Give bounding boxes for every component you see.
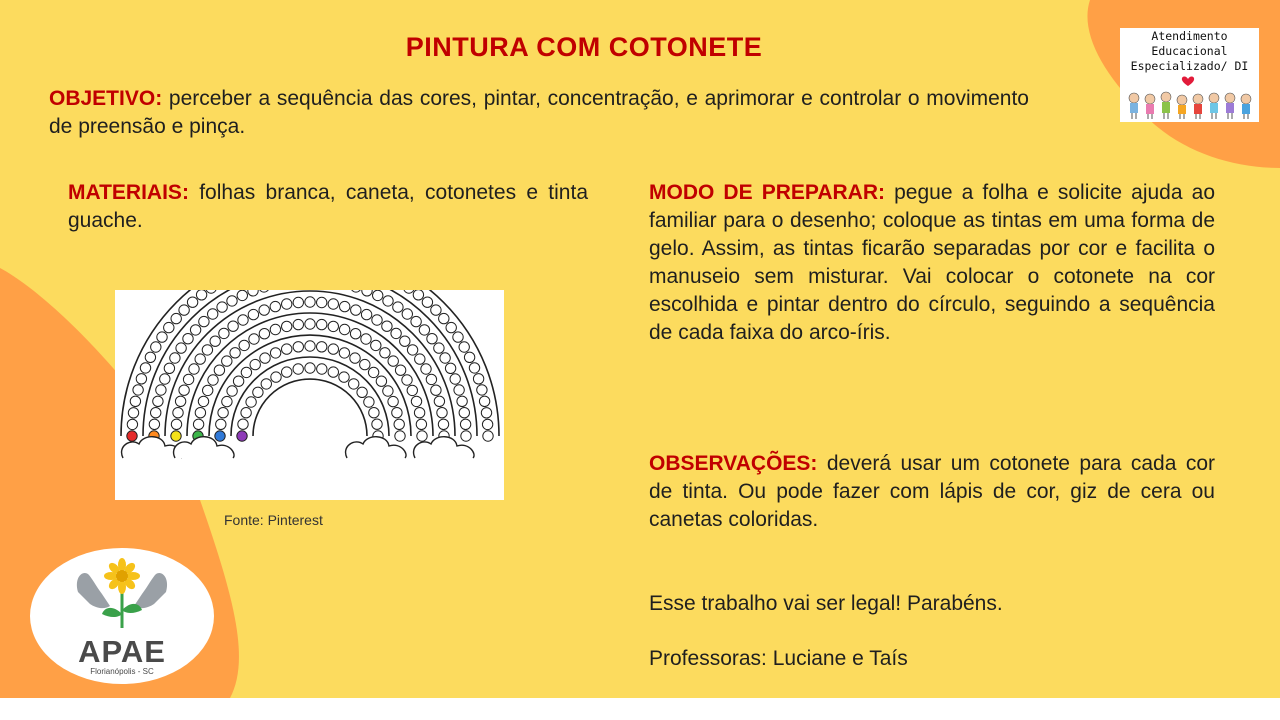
rainbow-dot — [214, 365, 224, 375]
rainbow-dot — [202, 345, 212, 355]
rainbow-dot — [481, 408, 491, 418]
rainbow-dot — [127, 431, 137, 441]
rainbow-dot — [402, 375, 412, 385]
rainbow-dot — [190, 325, 200, 335]
rainbow-dot — [328, 367, 338, 377]
rainbow-dot — [282, 344, 292, 354]
rainbow-dot — [371, 340, 381, 350]
rainbow-dot — [149, 419, 159, 429]
rainbow-dot — [479, 396, 489, 406]
rainbow-dot — [402, 309, 412, 319]
rainbow-dot — [460, 419, 470, 429]
rainbow-dot — [438, 419, 448, 429]
rainbow-dot — [417, 431, 427, 441]
rainbow-dot — [208, 309, 218, 319]
rainbow-dot — [241, 367, 251, 377]
rainbow-dot — [170, 353, 180, 363]
rainbow-dot — [317, 319, 327, 329]
rainbow-dot — [199, 316, 209, 326]
rainbow-dot — [477, 385, 487, 395]
rainbow-dot — [171, 431, 181, 441]
child-figure-2 — [1145, 94, 1155, 119]
rainbow-dot — [349, 379, 359, 389]
objective-paragraph — [49, 85, 1029, 141]
observations-paragraph — [649, 450, 1215, 534]
rainbow-dot — [439, 313, 449, 323]
rainbow-dot — [171, 419, 181, 429]
preparation-label: MODO DE PREPARAR: — [649, 181, 886, 204]
rainbow-dot — [364, 397, 374, 407]
rainbow-dot — [328, 344, 338, 354]
rainbow-dot — [361, 309, 371, 319]
rainbow-dot — [237, 431, 247, 441]
rainbow-drawing — [115, 290, 504, 500]
rainbow-dot — [482, 419, 492, 429]
rainbow-dot — [400, 336, 410, 346]
rainbow-dot — [422, 297, 432, 307]
rainbow-dot — [293, 297, 303, 307]
rainbow-dot — [391, 328, 401, 338]
rainbow-dot — [171, 313, 181, 323]
rainbow-dot — [151, 342, 161, 352]
apae-logo — [30, 548, 214, 684]
rainbow-dot — [317, 342, 327, 352]
rainbow-dot — [203, 385, 213, 395]
rainbow-dot — [206, 290, 216, 293]
rainbow-dot — [222, 396, 232, 406]
rainbow-dot — [183, 334, 193, 344]
rainbow-dot — [383, 386, 393, 396]
child-figure-5 — [1193, 94, 1203, 119]
rainbow-dot — [189, 364, 199, 374]
rainbow-dot — [238, 419, 248, 429]
rainbow-dot — [383, 296, 393, 306]
child-figure-8 — [1241, 94, 1251, 119]
rainbow-dot — [413, 290, 423, 300]
left-cloud-2 — [174, 437, 234, 458]
rainbow-dot — [218, 408, 228, 418]
rainbow-dot — [461, 431, 471, 441]
rainbow-dot — [317, 364, 327, 374]
rainbow-dot — [395, 431, 405, 441]
rainbow-dot — [483, 431, 493, 441]
rainbow-dot — [195, 408, 205, 418]
rainbow-dot — [445, 363, 455, 373]
rainbow-dot — [160, 374, 170, 384]
rainbow-dot — [215, 431, 225, 441]
rainbow-dot — [431, 305, 441, 315]
heart-icon — [1182, 76, 1194, 86]
rainbow-dot — [407, 385, 417, 395]
logo-name: APAE — [78, 634, 166, 669]
rainbow-dot — [282, 299, 292, 309]
rainbow-dot — [388, 356, 398, 366]
rainbow-dot — [282, 321, 292, 331]
rainbow-dot — [175, 396, 185, 406]
rainbow-dot — [317, 297, 327, 307]
rainbow-dot — [210, 336, 220, 346]
rainbow-dot — [351, 290, 361, 292]
materials-paragraph — [68, 179, 588, 235]
rainbow-dot — [446, 322, 456, 332]
rainbow-dot — [469, 363, 479, 373]
rainbow-dot — [249, 334, 259, 344]
rainbow-dot — [459, 408, 469, 418]
rainbow-dot — [373, 290, 383, 300]
rainbow-dot — [227, 296, 237, 306]
rainbow-dot — [464, 352, 474, 362]
child-figure-3 — [1161, 92, 1171, 119]
rainbow-dot — [227, 386, 237, 396]
rainbow-dot — [427, 334, 437, 344]
rainbow-dot — [393, 302, 403, 312]
rainbow-dot — [305, 341, 315, 351]
badge-line-1: Atendimento — [1151, 29, 1228, 43]
rainbow-dot — [127, 419, 137, 429]
badge-line-3: Especializado/ DI — [1130, 59, 1249, 73]
child-figure-7 — [1225, 93, 1235, 119]
rainbow-dot — [259, 329, 269, 339]
rainbow-dot — [350, 353, 360, 363]
observations-text: deverá usar um cotonete para cada cor de tinta. Ou pode fazer com lápis de cor, giz de cera ou canetas coloridas. — [649, 452, 1215, 531]
page-title: PINTURA COM COTONETE — [405, 32, 763, 62]
rainbow-dot — [157, 332, 167, 342]
rainbow-dot — [271, 372, 281, 382]
badge-title — [1120, 29, 1259, 74]
rainbow-dot — [193, 419, 203, 429]
rainbow-dot — [230, 348, 240, 358]
rainbow-dot — [339, 324, 349, 334]
rainbow-dot — [164, 322, 174, 332]
rainbow-dot — [173, 408, 183, 418]
rainbow-dot — [270, 324, 280, 334]
rainbow-dot — [350, 329, 360, 339]
child-figure-6 — [1209, 93, 1219, 119]
rainbow-dot — [473, 374, 483, 384]
rainbow-dot — [216, 419, 226, 429]
rainbow-dot — [434, 343, 444, 353]
rainbow-dot — [156, 385, 166, 395]
rainbow-dot — [259, 290, 269, 292]
rainbow-dot — [219, 328, 229, 338]
rainbow-dot — [416, 419, 426, 429]
rainbow-dot — [372, 419, 382, 429]
rainbow-dot — [270, 348, 280, 358]
objective-text: perceber a sequência das cores, pintar, concentração, e aprimorar e controlar o movimento de preensão e pinça. — [49, 87, 1029, 138]
rainbow-dot — [415, 354, 425, 364]
rainbow-dot — [293, 342, 303, 352]
rainbow-dot — [183, 374, 193, 384]
rainbow-dot — [369, 408, 379, 418]
rainbow-dot — [153, 396, 163, 406]
rainbow-dot — [241, 408, 251, 418]
rainbow-dot — [411, 316, 421, 326]
rainbow-dot — [339, 372, 349, 382]
child-figure-4 — [1177, 95, 1187, 119]
rainbow-dot — [261, 379, 271, 389]
rainbow-dot — [360, 359, 370, 369]
rainbow-dot — [253, 387, 263, 397]
rainbow-dot — [130, 396, 140, 406]
rainbow-dot — [440, 353, 450, 363]
rainbow-dot — [248, 309, 258, 319]
rainbow-dot — [362, 290, 372, 296]
badge-line-2: Educacional — [1151, 44, 1228, 58]
rainbow-dot — [136, 374, 146, 384]
rainbow-dot — [270, 301, 280, 311]
rainbow-dot — [328, 299, 338, 309]
rainbow-dot — [388, 396, 398, 406]
rainbow-dot — [305, 319, 315, 329]
rainbow-dot — [361, 334, 371, 344]
rainbow-dot — [164, 363, 174, 373]
rainbow-dot — [260, 353, 270, 363]
observations-label: OBSERVAÇÕES: — [649, 452, 818, 475]
rainbow-dot — [431, 385, 441, 395]
rainbow-dot — [382, 321, 392, 331]
rainbow-dot — [404, 290, 414, 293]
teachers-credit: Professoras: Luciane e Taís — [649, 647, 908, 670]
rainbow-dot — [407, 345, 417, 355]
rainbow-dot — [411, 396, 421, 406]
rainbow-dot — [179, 305, 189, 315]
rainbow-dot — [419, 325, 429, 335]
rainbow-dot-image — [115, 290, 504, 500]
rainbow-dot — [239, 340, 249, 350]
rainbow-dot — [414, 408, 424, 418]
rainbow-dot — [380, 348, 390, 358]
rainbow-dot — [187, 297, 197, 307]
rainbow-dot — [453, 332, 463, 342]
rainbow-dot — [293, 319, 303, 329]
rainbow-dot — [145, 352, 155, 362]
rainbow-dot — [376, 376, 386, 386]
rainbow-dot — [151, 408, 161, 418]
rainbow-dot — [434, 396, 444, 406]
aee-badge — [1120, 28, 1259, 122]
rainbow-dot — [368, 367, 378, 377]
rainbow-dot — [305, 363, 315, 373]
rainbow-dot — [250, 359, 260, 369]
rainbow-dot — [237, 290, 247, 300]
rainbow-dot — [293, 364, 303, 374]
rainbow-dot — [248, 290, 258, 296]
preparation-text: pegue a folha e solicite ajuda ao familiar para o desenho; coloque as tintas em uma forma de gelo. Assim, as tintas ficarão separadas por cor e facilita o manuseio sem misturar. Vai colocar o cotonete na cor escolhida e pintar dentro do círculo, seguindo a sequência de cada faixa do arco-íris. — [649, 181, 1215, 344]
rainbow-dot — [437, 408, 447, 418]
rainbow-dot — [282, 367, 292, 377]
rainbow-dot — [238, 315, 248, 325]
rainbow-dot — [421, 364, 431, 374]
rainbow-dot — [357, 387, 367, 397]
rainbow-dot — [133, 385, 143, 395]
materials-text: folhas branca, caneta, cotonetes e tinta guache. — [68, 181, 588, 232]
rainbow-dot — [140, 363, 150, 373]
rainbow-dot — [179, 385, 189, 395]
preparation-paragraph — [649, 179, 1215, 347]
objective-label: OBJETIVO: — [49, 87, 163, 110]
rainbow-dot — [457, 396, 467, 406]
materials-label: MATERIAIS: — [68, 181, 189, 204]
rainbow-dot — [340, 301, 350, 311]
image-source: Fonte: Pinterest — [224, 512, 323, 528]
rainbow-dot — [351, 305, 361, 315]
rainbow-dot — [395, 365, 405, 375]
rainbow-dot — [208, 375, 218, 385]
rainbow-dot — [217, 302, 227, 312]
rainbow-dot — [426, 374, 436, 384]
rainbow-dot — [328, 321, 338, 331]
logo-city: Florianópolis - SC — [90, 667, 154, 676]
closing-message: Esse trabalho vai ser legal! Parabéns. — [649, 592, 1003, 615]
rainbow-dot — [233, 376, 243, 386]
rainbow-dot — [196, 290, 206, 300]
rainbow-dot — [246, 397, 256, 407]
rainbow-dot — [198, 396, 208, 406]
rainbow-dot — [372, 315, 382, 325]
rainbow-dot — [259, 305, 269, 315]
rainbow-dot — [339, 348, 349, 358]
rainbow-dot — [176, 343, 186, 353]
rainbow-dot — [394, 419, 404, 429]
rainbow-dot — [454, 385, 464, 395]
rainbow-dot — [128, 408, 138, 418]
child-figure-1 — [1129, 93, 1139, 119]
rainbow-dot — [228, 321, 238, 331]
rainbow-dot — [305, 297, 315, 307]
rainbow-dot — [222, 356, 232, 366]
children-drawing-icon — [1124, 74, 1255, 120]
rainbow-dot — [450, 374, 460, 384]
rainbow-dot — [392, 408, 402, 418]
rainbow-dot — [459, 342, 469, 352]
rainbow-dot — [195, 354, 205, 364]
